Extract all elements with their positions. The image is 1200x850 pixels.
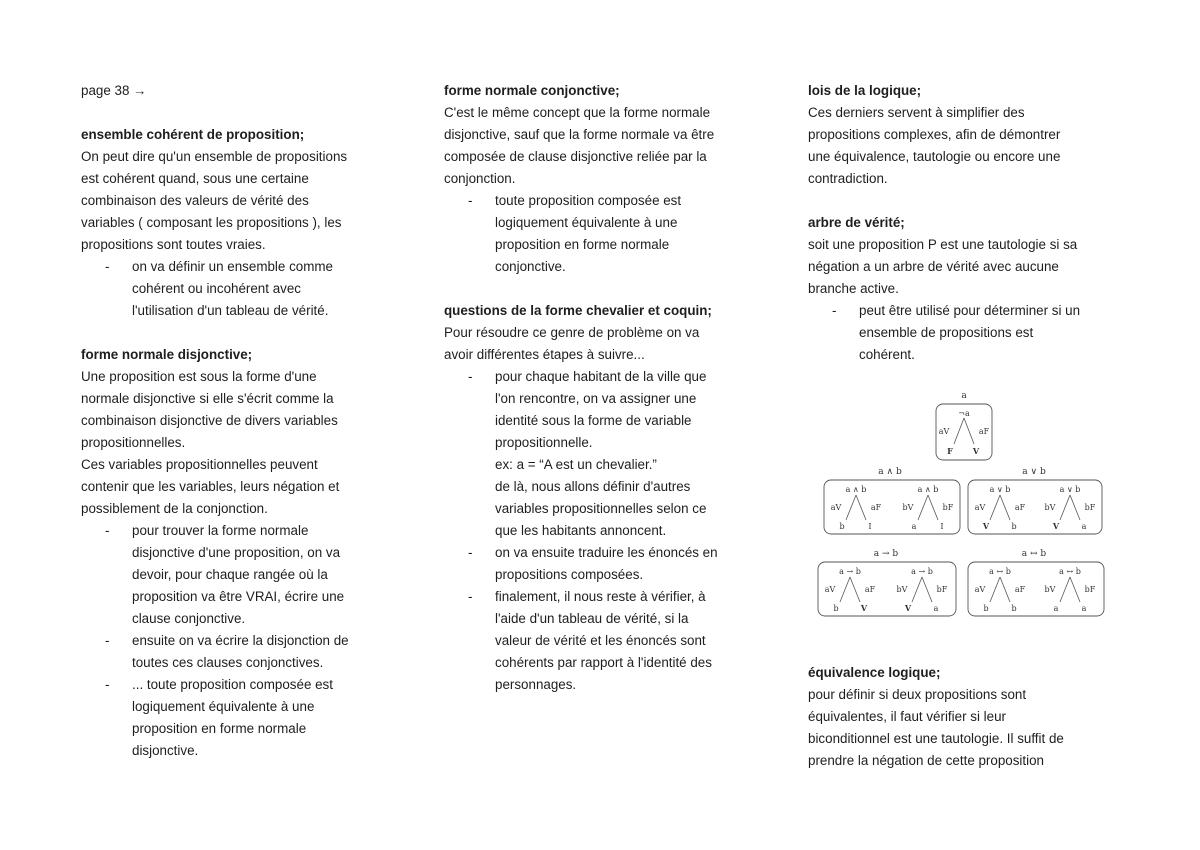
leaf-label: a: [911, 522, 917, 531]
tree-branch: [1070, 577, 1080, 602]
body-line: propositions complexes, afin de démontrer: [808, 127, 1061, 142]
leaf-label: F: [947, 446, 953, 456]
truth-tree-figure: [808, 388, 1118, 628]
bullet-item: [444, 542, 764, 586]
dash-bullet-marker: -: [105, 633, 110, 648]
tree-conjunction: [824, 467, 960, 534]
leaf-label: V: [982, 521, 990, 531]
body-line: est cohérent quand, sous une certaine: [81, 171, 309, 186]
branch-label: aF: [1014, 503, 1026, 512]
column-2: [444, 80, 764, 696]
bullet-line: propositionnelle.: [495, 435, 593, 450]
section-title-fnc: forme normale conjonctive;: [444, 83, 620, 98]
tree-branch: [1000, 577, 1010, 602]
body-line: une équivalence, tautologie ou encore une: [808, 149, 1061, 164]
body-line: C'est le même concept que la forme normale: [444, 105, 711, 120]
leaf-label: V: [1052, 521, 1060, 531]
tree-branch: [954, 418, 964, 444]
leaf-label: I: [940, 522, 944, 531]
body-line: propositionnelles.: [81, 435, 186, 450]
tree-node: ¬a: [958, 409, 970, 418]
bullet-line: disjonctive d'une proposition, on va: [132, 545, 341, 560]
body-line: Ces variables propositionnelles peuvent: [81, 457, 318, 472]
body-line: équivalentes, il faut vérifier si leur: [808, 709, 1006, 724]
section-title-equivalence-logique: équivalence logique;: [808, 665, 941, 680]
bullet-line: pour trouver la forme normale: [132, 523, 309, 538]
bullet-line: logiquement équivalente à une: [132, 699, 315, 714]
branch-label: aV: [974, 503, 986, 512]
bullet-line: conjonctive.: [495, 259, 566, 274]
dash-bullet-marker: -: [468, 193, 473, 208]
tree-branch: [918, 495, 928, 520]
branch-label: aF: [1014, 585, 1026, 594]
tree-branch: [1060, 577, 1070, 602]
branch-label: bF: [936, 585, 948, 594]
leaf-label: b: [983, 604, 989, 613]
tree-branch: [1070, 495, 1080, 520]
tree-branch: [1000, 495, 1010, 520]
body-line: avoir différentes étapes à suivre...: [444, 347, 645, 362]
dash-bullet-marker: -: [468, 369, 473, 384]
section-title-lois-logique: lois de la logique;: [808, 83, 922, 98]
body-line: Pour résoudre ce genre de problème on va: [444, 325, 700, 340]
column-3-bottom: [808, 662, 1128, 772]
bullet-line: ... toute proposition composée est: [132, 677, 333, 692]
leaf-label: a: [1081, 522, 1087, 531]
bullet-line: proposition en forme normale: [132, 721, 307, 736]
bullet-line: pour chaque habitant de la ville que: [495, 369, 707, 384]
body-line: Une proposition est sous la forme d'une: [81, 369, 317, 384]
bullet-line: peut être utilisé pour déterminer si un: [859, 303, 1081, 318]
body-line: Ces derniers servent à simplifier des: [808, 105, 1025, 120]
bullet-line: variables propositionnelles selon ce: [495, 501, 707, 516]
bullet-item: [444, 190, 764, 278]
section-title-fnd: forme normale disjonctive;: [81, 347, 253, 362]
branch-label: bV: [1044, 503, 1056, 512]
bullet-line: proposition en forme normale: [495, 237, 670, 252]
leaf-label: V: [904, 603, 912, 613]
bullet-item: [81, 256, 401, 322]
bullet-line: disjonctive.: [132, 743, 199, 758]
tree-negation: [936, 391, 992, 460]
leaf-label: b: [1011, 604, 1017, 613]
body-line: combinaison des valeurs de vérité des: [81, 193, 309, 208]
tree-branch: [922, 577, 932, 602]
bullet-line: ensuite on va écrire la disjonction de: [132, 633, 349, 648]
leaf-label: I: [868, 522, 872, 531]
leaf-label: a: [1081, 604, 1087, 613]
bullet-line: toute proposition composée est: [495, 193, 682, 208]
bullet-line: cohérent.: [859, 347, 915, 362]
tree-label: a ∨ b: [1022, 467, 1046, 477]
branch-label: aV: [830, 503, 842, 512]
bullet-item: [444, 586, 764, 696]
column-1: [81, 80, 401, 762]
body-line: composée de clause disjonctive reliée par la: [444, 149, 707, 164]
page-reference: page 38 →: [81, 83, 147, 98]
bullet-line: l'aide d'un tableau de vérité, si la: [495, 611, 689, 626]
bullet-line: ensemble de propositions est: [859, 325, 1034, 340]
dash-bullet-marker: -: [105, 259, 110, 274]
bullet-line: logiquement équivalente à une: [495, 215, 678, 230]
dash-bullet-marker: -: [832, 303, 837, 318]
leaf-label: V: [860, 603, 868, 613]
section-title-chevalier-coquin: questions de la forme chevalier et coquin;: [444, 303, 712, 318]
branch-label: bV: [1044, 585, 1056, 594]
bullet-line: de là, nous allons définir d'autres: [495, 479, 691, 494]
tree-node: a ↔ b: [1059, 567, 1081, 576]
leaf-label: a: [1053, 604, 1059, 613]
tree-branch: [964, 418, 974, 444]
body-line: biconditionnel est une tautologie. Il suffit de: [808, 731, 1064, 746]
bullet-line: clause conjonctive.: [132, 611, 246, 626]
bullet-line: cohérent ou incohérent avec: [132, 281, 301, 296]
branch-label: bV: [896, 585, 908, 594]
bullet-line: que les habitants annoncent.: [495, 523, 667, 538]
bullet-line: on va ensuite traduire les énoncés en: [495, 545, 718, 560]
bullet-line: l'utilisation d'un tableau de vérité.: [132, 303, 329, 318]
body-line: soit une proposition P est une tautologie si sa: [808, 237, 1078, 252]
branch-label: aV: [938, 427, 950, 436]
leaf-label: V: [972, 446, 980, 456]
leaf-label: b: [833, 604, 839, 613]
tree-implication: [818, 549, 956, 616]
tree-biconditional: [968, 549, 1104, 616]
bullet-item: [444, 366, 764, 542]
body-line: contenir que les variables, leurs négation et: [81, 479, 340, 494]
tree-node: a ∧ b: [917, 485, 939, 494]
tree-branch: [1060, 495, 1070, 520]
branch-label: aV: [824, 585, 836, 594]
bullet-line: devoir, pour chaque rangée où la: [132, 567, 328, 582]
bullet-line: toutes ces clauses conjonctives.: [132, 655, 324, 670]
body-line: négation a un arbre de vérité avec aucune: [808, 259, 1059, 274]
body-line: pour définir si deux propositions sont: [808, 687, 1027, 702]
tree-branch: [846, 495, 856, 520]
dash-bullet-marker: -: [105, 523, 110, 538]
section-title-ensemble-coherent: ensemble cohérent de proposition;: [81, 127, 305, 142]
body-line: conjonction.: [444, 171, 516, 186]
tree-branch: [990, 495, 1000, 520]
branch-label: aF: [870, 503, 882, 512]
branch-label: bF: [1084, 503, 1096, 512]
bullet-item: [808, 300, 1128, 366]
body-line: propositions sont toutes vraies.: [81, 237, 266, 252]
tree-branch: [928, 495, 938, 520]
tree-node: a → b: [839, 567, 861, 576]
branch-label: bF: [1084, 585, 1096, 594]
bullet-line: propositions composées.: [495, 567, 644, 582]
bullet-item: [81, 674, 401, 762]
bullet-line: valeur de vérité et les énoncés sont: [495, 633, 706, 648]
bullet-item: [81, 630, 401, 674]
tree-label: a → b: [873, 549, 899, 559]
tree-branch: [912, 577, 922, 602]
tree-branch: [990, 577, 1000, 602]
tree-label: a: [961, 391, 967, 401]
dash-bullet-marker: -: [468, 545, 473, 560]
column-3: [808, 80, 1128, 366]
branch-label: aF: [864, 585, 876, 594]
body-line: disjonctive, sauf que la forme normale va être: [444, 127, 715, 142]
tree-branch: [850, 577, 860, 602]
bullet-line: personnages.: [495, 677, 577, 692]
body-line: prendre la négation de cette proposition: [808, 753, 1044, 768]
bullet-line: cohérents par rapport à l'identité des: [495, 655, 712, 670]
tree-branch: [856, 495, 866, 520]
tree-label: a ∧ b: [878, 467, 902, 477]
bullet-line: l'on rencontre, on va assigner une: [495, 391, 697, 406]
tree-node: a → b: [911, 567, 933, 576]
tree-disjunction: [968, 467, 1102, 534]
tree-node: a ∨ b: [1059, 485, 1081, 494]
tree-node: a ↔ b: [989, 567, 1011, 576]
body-line: branche active.: [808, 281, 899, 296]
body-line: contradiction.: [808, 171, 888, 186]
bullet-line: finalement, il nous reste à vérifier, à: [495, 589, 706, 604]
leaf-label: b: [1011, 522, 1017, 531]
body-line: On peut dire qu'un ensemble de propositions: [81, 149, 348, 164]
tree-node: a ∧ b: [845, 485, 867, 494]
bullet-line: ex: a = “A est un chevalier.”: [495, 457, 657, 472]
bullet-line: proposition va être VRAI, écrire une: [132, 589, 345, 604]
leaf-label: a: [933, 604, 939, 613]
body-line: normale disjonctive si elle s'écrit comme la: [81, 391, 334, 406]
branch-label: bF: [942, 503, 954, 512]
branch-label: aV: [974, 585, 986, 594]
tree-node: a ∨ b: [989, 485, 1011, 494]
dash-bullet-marker: -: [105, 677, 110, 692]
tree-branch: [840, 577, 850, 602]
tree-label: a ↔ b: [1021, 549, 1047, 559]
bullet-line: on va définir un ensemble comme: [132, 259, 333, 274]
body-line: possiblement de la conjonction.: [81, 501, 268, 516]
dash-bullet-marker: -: [468, 589, 473, 604]
branch-label: bV: [902, 503, 914, 512]
leaf-label: b: [839, 522, 845, 531]
bullet-item: [81, 520, 401, 630]
bullet-line: identité sous la forme de variable: [495, 413, 692, 428]
branch-label: aF: [978, 427, 990, 436]
body-line: combinaison disjonctive de divers variables: [81, 413, 338, 428]
section-title-arbre-verite: arbre de vérité;: [808, 215, 905, 230]
body-line: variables ( composant les propositions ), les: [81, 215, 342, 230]
